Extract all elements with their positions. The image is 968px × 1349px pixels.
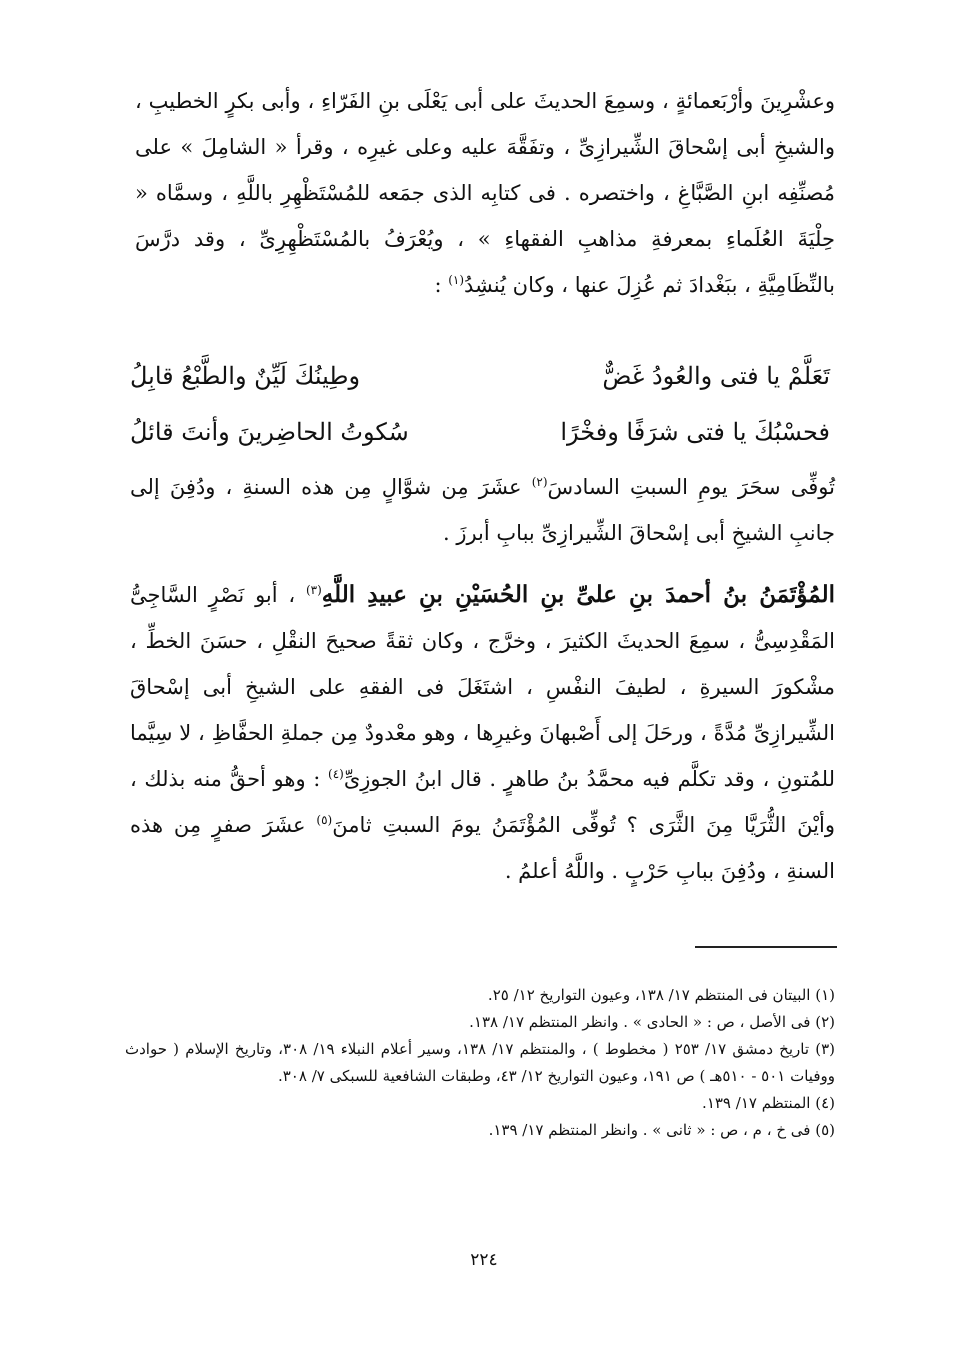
poem-verse-2 (130, 404, 830, 460)
footnote-ref-5: (٥) (316, 813, 333, 827)
paragraph-death-notice (130, 464, 835, 556)
entry-text-c: عشَرَ صفرٍ مِن هذه السنةِ ، ودُفِنَ ببابِ حَرْبٍ . واللَّهُ أعلمُ . (130, 813, 835, 883)
verse-1-first-hemistich: تَعَلَّمْ يا فتى والعُودُ غَضٌّ (602, 362, 830, 390)
paragraph-text (135, 78, 835, 308)
page-number: ٢٢٤ (470, 1250, 498, 1270)
footnote-ref-3: (٣) (305, 583, 322, 597)
footnote-1: (١) البيتان فى المنتظم ١٧/ ١٣٨، وعيون التواريخ ١٢/ ٢٥. (487, 986, 835, 1004)
footnote-5: (٥) فى خ ، م ، ص : « ثانى » . وانظر المنتظم ١٧/ ١٣٩. (488, 1121, 835, 1139)
footnote-4: (٤) المنتظم ١٧/ ١٣٩. (702, 1094, 835, 1112)
footnotes (125, 982, 835, 1144)
footnote-2: (٢) فى الأصل ، ص : « الحادى » . وانظر المنتظم ١٧/ ١٣٨. (469, 1013, 835, 1031)
paragraph-2-text-a: تُوفِّى سحَرَ يومِ السبتِ السادسَ (547, 475, 835, 499)
paragraph-1-end: : (434, 273, 449, 297)
paragraph-text (130, 464, 835, 556)
verse-2-first-hemistich: فحسْبُكَ يا فتى شرَفًا وفخْرًا (560, 418, 830, 446)
poem (130, 348, 830, 460)
paragraph-entry-al-mutaman (130, 572, 835, 894)
footnote-separator-line (695, 946, 837, 948)
entry-name-heading: المُؤْتَمَنُ بنُ أحمدَ بنِ علىِّ بنِ الحُسَيْنِ بنِ عبيدِ اللَّهِ (321, 581, 835, 608)
footnote-ref-1: (١) (448, 273, 465, 287)
paragraph-2-text-b: عشَرَ مِن شوَّالٍ مِن هذه السنةِ ، ودُفِنَ إلى جانبِ الشيخِ أبى إسْحاقَ الشِّيرازِىِّ ببابِ أبرزَ . (130, 475, 835, 545)
footnote-ref-2: (٢) (531, 475, 548, 489)
verse-1-second-hemistich: وطِينُكَ لَيِّنٌ والطَّبْعُ قابِلُ (130, 362, 361, 390)
footnote-ref-4: (٤) (328, 767, 344, 781)
footnote-3: (٣) تاريخ دمشق ١٧/ ٢٥٣ ( مخطوط ) ، والمنتظم ١٧/ ١٣٨، وسير أعلام النبلاء ١٩/ ٣٠٨، وتاريخ الإسلام ( حوادث ووفيات ٥٠١ - ٥١٠هـ ) ص ١٩١، وعيون التواريخ ١٢/ ٤٣، وطبقات الشافعية للسبكى ٧/ ٣٠٨. (125, 1040, 835, 1085)
paragraph-biography-continuation (135, 78, 835, 308)
poem-verse-1 (130, 348, 830, 404)
paragraph-text (130, 572, 835, 894)
paragraph-1-text: وعشْرِينَ وأرْبَعمائةٍ ، وسمِعَ الحديثَ على أبى يَعْلَى بنِ الفَرّاءِ ، وأبى بكرٍ الخطيبِ ، والشيخِ أبى إسْحاقَ الشِّيرازِىِّ ، وتفَقَّهَ عليه وعلى غيرِه ، وقرأ « الشامِلَ » على مُصنِّفِه ابنِ الصَّبَّاغِ ، واختصره . فى كتابِه الذى جمَعه للمُسْتَظْهِرِ باللَّهِ ، وسمَّاه « حِلْيَةَ العُلَماءِ بمعرفةِ مذاهبِ الفقهاءِ » ، ويُعْرَفُ بالمُسْتَظْهِرِىِّ ، وقد درَّسَ بالنِّظَامِيَّةِ ، ببَغْدادَ ثم عُزِلَ عنها ، وكان يُنشِدُ (135, 89, 835, 297)
entry-text-a: ، أبو نَصْرٍ السَّاجِىُّ المَقْدِسِىُّ ، سمِعَ الحديثَ الكثيرَ ، وخرَّج ، وكان ثقةً صحيحَ النقْلِ ، حسَنَ الخطِّ ، مشْكورَ السيرةِ ، لطيفَ النفْسِ ، اشتَغَلَ فى الفقهِ على الشيخِ أبى إسْحاقَ الشِّيرازِىِّ مُدَّةً ، ورحَلَ إلى أَصْبهانَ وغيرِها ، وهو معْدودٌ مِن جملةِ الحفَّاظِ ، لا سِيَّما للمُتونِ ، وقد تكلَّم فيه محمَّدُ بنُ طاهرٍ . قال ابنُ الجوزِىِّ (130, 583, 836, 791)
verse-2-second-hemistich: سُكوتُ الحاضِرينَ وأنتَ قائلُ (130, 418, 409, 446)
entry-text-b: : وهو أحقُّ منه بذلك ، وأيْنَ الثُّرَيَّا مِنَ الثَّرَى ؟ تُوفِّى المُؤْتَمَنُ يومَ السبتِ ثامنَ (130, 767, 835, 837)
